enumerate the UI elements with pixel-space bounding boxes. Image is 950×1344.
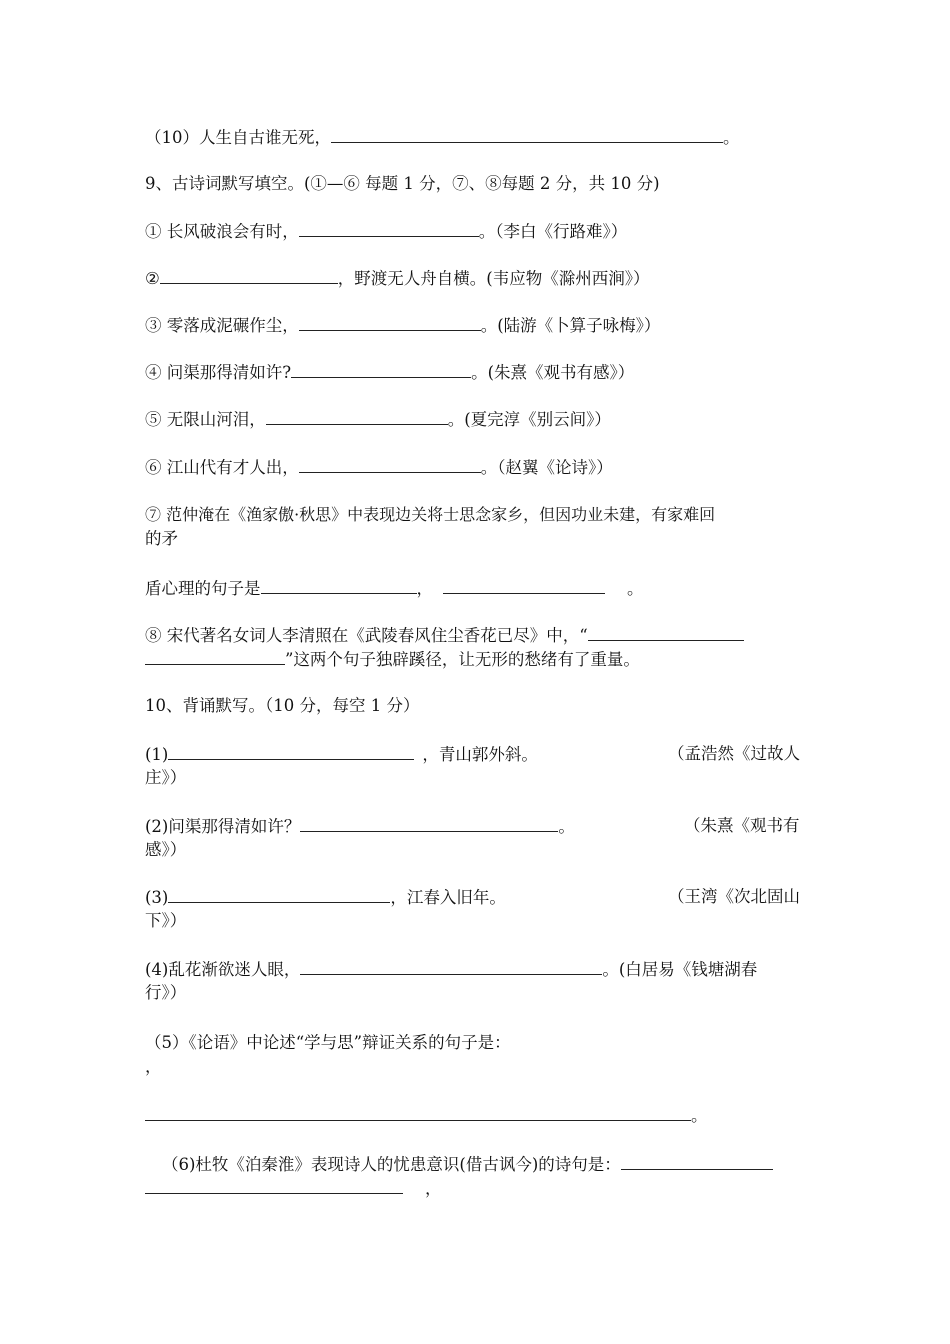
answer-blank[interactable] xyxy=(168,742,414,760)
q10-item-1: (1) ，青山郭外斜。 xyxy=(145,742,538,767)
answer-blank[interactable] xyxy=(168,885,390,903)
answer-blank[interactable] xyxy=(443,576,605,594)
q10-item-2: (2)问渠那得清如许？ 。 xyxy=(145,814,575,839)
q9-item-1: ① 长风破浪会有时， 。（李白《行路难》） xyxy=(145,219,627,244)
q10-item-4-cite-cont: 行》） xyxy=(145,983,187,1002)
q10-item-5-line1: （5）《论语》中论述“学与思”辩证关系的句子是： xyxy=(145,1033,511,1052)
q10-item-5-line2: ， xyxy=(145,1057,162,1076)
q10-item-1-cite: （孟浩然《过故人 xyxy=(668,744,800,763)
answer-blank[interactable] xyxy=(299,313,481,331)
q10-item-2-cite-cont: 感》） xyxy=(145,840,187,859)
q9-item-8-line2: ”这两个句子独辟蹊径，让无形的愁绪有了重量。 xyxy=(145,647,640,672)
answer-blank[interactable] xyxy=(331,125,723,143)
q10-item-4: (4)乱花渐欲迷人眼， 。(白居易《钱塘湖春 xyxy=(145,957,757,982)
answer-blank[interactable] xyxy=(145,647,285,665)
q10-item-5-line3: 。 xyxy=(145,1103,708,1128)
answer-blank[interactable] xyxy=(300,814,558,832)
answer-blank[interactable] xyxy=(145,1176,403,1194)
q9-item-2: ② ，野渡无人舟自横。(韦应物《滁州西涧》） xyxy=(145,266,649,291)
answer-blank[interactable] xyxy=(291,360,471,378)
q10-item-1-cite-cont: 庄》） xyxy=(145,768,187,787)
answer-blank[interactable] xyxy=(621,1152,773,1170)
q10-item-6-line1: （6)杜牧《泊秦淮》表现诗人的忧患意识(借古讽今)的诗句是： xyxy=(162,1152,773,1177)
q9-item-7-line3: 盾心理的句子是 ， 。 xyxy=(145,576,644,601)
answer-blank[interactable] xyxy=(299,219,479,237)
q10-item-3: (3) ，江春入旧年。 xyxy=(145,885,506,910)
q10-item-2-cite: （朱熹《观书有 xyxy=(684,816,800,835)
q10-item-3-cite: （王湾《次北固山 xyxy=(668,887,800,906)
q10-item-6-line2: ， xyxy=(145,1176,442,1201)
answer-blank[interactable] xyxy=(588,623,744,641)
q10-header: 10、背诵默写。（10 分，每空 1 分） xyxy=(145,696,420,715)
q9-item-4: ④ 问渠那得清如许? 。(朱熹《观书有感》） xyxy=(145,360,634,385)
q9-header: 9、古诗词默写填空。(①—⑥ 每题 1 分，⑦、⑧每题 2 分，共 10 分) xyxy=(145,174,660,193)
q9-item-3: ③ 零落成泥碾作尘， 。(陆游《卜算子咏梅》） xyxy=(145,313,660,338)
q8-item-10: （10）人生自古谁无死， 。 xyxy=(145,125,740,150)
answer-blank[interactable] xyxy=(145,1103,691,1121)
q8-item-10-prefix: （10）人生自古谁无死， xyxy=(145,128,331,147)
answer-blank[interactable] xyxy=(261,576,417,594)
q9-item-8-line1: ⑧ 宋代著名女词人李清照在《武陵春风住尘香花已尽》中，“ xyxy=(145,623,744,648)
answer-blank[interactable] xyxy=(160,266,338,284)
q9-item-6: ⑥ 江山代有才人出， 。（赵翼《论诗》） xyxy=(145,455,613,480)
answer-blank[interactable] xyxy=(300,957,602,975)
q10-item-3-cite-cont: 下》） xyxy=(145,911,187,930)
q9-item-7-line2: 的矛 xyxy=(145,529,178,548)
answer-blank[interactable] xyxy=(266,407,448,425)
answer-blank[interactable] xyxy=(299,455,481,473)
q9-item-5: ⑤ 无限山河泪， 。(夏完淳《别云间》） xyxy=(145,407,611,432)
q9-item-7-line1: ⑦ 范仲淹在《渔家傲·秋思》中表现边关将士思念家乡，但因功业未建，有家难回 xyxy=(145,505,716,524)
